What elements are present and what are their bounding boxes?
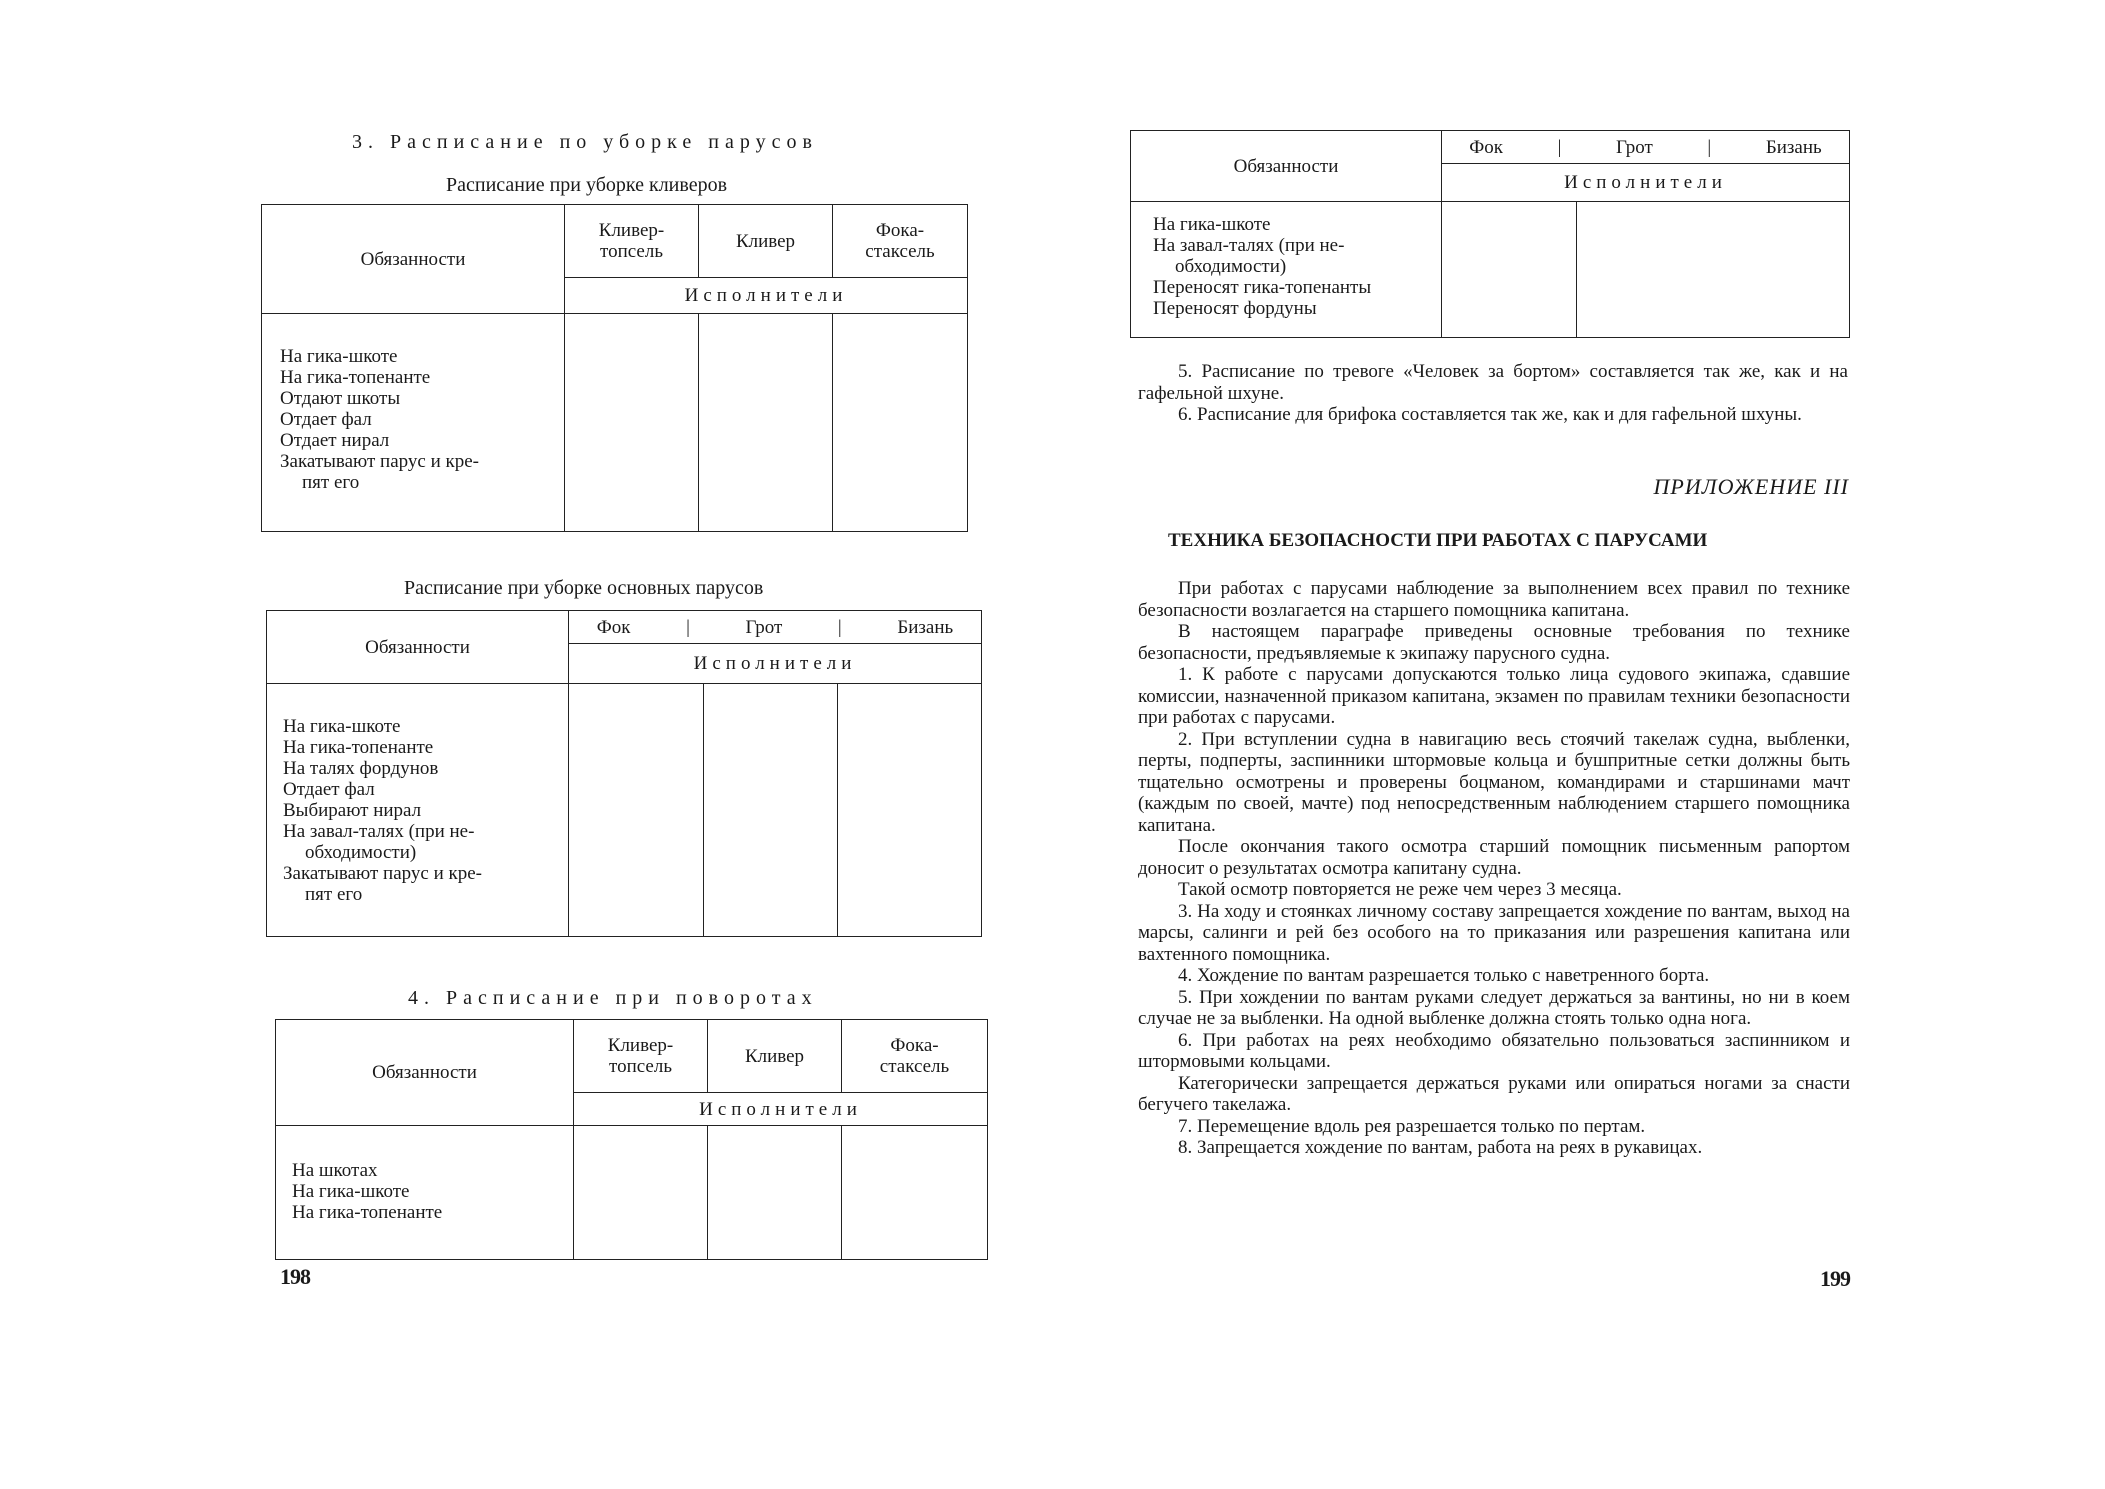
- table-main-sails-furling-schedule: [266, 610, 982, 937]
- duties-cell: [262, 314, 565, 532]
- column-header-row: Фок | Грот | Бизань: [1442, 131, 1850, 164]
- duty-item: Отдает фал: [283, 779, 375, 800]
- duty-item: На гика-топенанте: [280, 367, 431, 388]
- paragraph: 8. Запрещается хождение по вантам, работа на реях в рукавицах.: [1178, 1137, 1703, 1158]
- duties-header: Обязанности: [262, 205, 565, 314]
- duty-item: Выбирают нирал: [283, 800, 422, 821]
- column-header: Грот: [1616, 136, 1653, 158]
- duty-item: Закатывают парус и кре-: [280, 451, 479, 472]
- appendix-body: [1138, 578, 1850, 1159]
- paragraph: Категорически запрещается держаться руками или опираться ногами за снасти бегучего такелажа.: [1138, 1072, 1850, 1115]
- duty-item: обходимости): [1175, 256, 1287, 277]
- duty-item: На талях фордунов: [283, 758, 439, 779]
- duty-item: На шкотах: [292, 1160, 378, 1181]
- performer-cell: [574, 1126, 708, 1260]
- appendix-title: ТЕХНИКА БЕЗОПАСНОСТИ ПРИ РАБОТАХ С ПАРУСАМИ: [1168, 530, 1708, 551]
- paragraph: После окончания такого осмотра старший помощник письменным рапортом доносит о результатах осмотра капитану судна.: [1138, 836, 1850, 879]
- duty-list: [292, 1160, 565, 1223]
- page-number: 198: [280, 1264, 310, 1289]
- duty-item: Переносят гика-топенанты: [1153, 277, 1372, 298]
- column-header: [842, 1020, 988, 1093]
- column-header-line: Фока-: [875, 220, 925, 241]
- duty-item: Отдает фал: [280, 409, 372, 430]
- section-3-heading: 3. Расписание по уборке парусов: [352, 131, 818, 153]
- duty-list: [1153, 214, 1433, 319]
- performer-cell: [569, 684, 704, 937]
- duties-header: Обязанности: [276, 1020, 574, 1126]
- duty-list: [283, 716, 560, 905]
- duties-header: Обязанности: [267, 611, 569, 684]
- duty-item: На гика-топенанте: [283, 737, 434, 758]
- left-page: [0, 0, 1052, 1489]
- duty-item: пят его: [302, 472, 360, 493]
- paragraphs-top: [1138, 361, 1848, 426]
- duties-header: Обязанности: [1131, 131, 1442, 202]
- column-header: Грот: [745, 616, 783, 638]
- paragraph: 5. При хождении по вантам руками следует держаться за вантины, но ни в коем случае не за выбленки. На одной выбленке должна стоять только одна нога.: [1138, 986, 1850, 1029]
- page-number: 199: [1820, 1266, 1850, 1291]
- duty-item: На завал-талях (при не-: [283, 821, 475, 842]
- duty-item: На гика-шкоте: [280, 346, 398, 367]
- table-continued-schedule: [1130, 130, 1850, 338]
- performer-cell: [842, 1126, 988, 1260]
- duty-item: обходимости): [305, 842, 417, 863]
- column-header-line: топсель: [600, 241, 663, 262]
- duties-cell: [276, 1126, 574, 1260]
- appendix-label: ПРИЛОЖЕНИЕ III: [1653, 474, 1849, 499]
- paragraph: 5. Расписание по тревоге «Человек за бортом» составляется так же, как и на гафельной шхуне.: [1138, 361, 1848, 404]
- paragraph: 1. К работе с парусами допускаются только лица судового экипажа, сдавшие комиссии, назначенной приказом капитана, экзамен по правилам техники безопасности при работах с парусами.: [1138, 664, 1850, 728]
- performer-cell: [708, 1126, 842, 1260]
- performers-label: Исполнители: [574, 1093, 988, 1126]
- performer-cell: [704, 684, 838, 937]
- column-header-row: Фок | Грот | Бизань: [569, 611, 982, 644]
- paragraph: 7. Перемещение вдоль рея разрешается только по пертам.: [1178, 1115, 1646, 1137]
- paragraph: 6. При работах на реях необходимо обязательно пользоваться заспинником и штормовыми кольцами.: [1138, 1029, 1850, 1072]
- column-header-line: Фока-: [890, 1035, 939, 1056]
- paragraph: В настоящем параграфе приведены основные требования по технике безопасности, предъявляемые к экипажу парусного судна.: [1138, 621, 1850, 664]
- column-header-line: Кливер: [735, 230, 796, 252]
- performer-cell: [699, 314, 833, 532]
- performers-label: Исполнители: [1442, 164, 1850, 202]
- performer-cell: [1442, 202, 1577, 338]
- paragraph: 3. На ходу и стоянках личному составу запрещается хождение по вантам, выход на марсы, салинги и рей без особого на то приказания или разрешения капитана или вахтенного помощника.: [1138, 900, 1850, 965]
- table-jib-furling-schedule: [261, 204, 968, 532]
- column-header: [565, 205, 699, 278]
- duty-item: Закатывают парус и кре-: [283, 863, 482, 884]
- column-header-line: топсель: [609, 1056, 672, 1077]
- duty-item: пят его: [305, 884, 363, 905]
- column-header: [833, 205, 968, 278]
- column-header-line: Кливер-: [607, 1035, 674, 1056]
- column-header: Бизань: [897, 616, 954, 638]
- paragraph: 4. Хождение по вантам разрешается только с наветренного борта.: [1178, 965, 1710, 986]
- duty-item: На гика-шкоте: [283, 716, 401, 737]
- column-header: [708, 1020, 842, 1093]
- paragraph: 2. При вступлении судна в навигацию весь стоячий такелаж судна, выбленки, перты, подперты, заспинники штормовые кольца и бушпритные сетки должны быть тщательно осмотрены и проверены боцманом, командирами и старшинами мачт (каждым по своей, мачте) под непосредственным наблюдением старшего помощника капитана.: [1138, 728, 1850, 836]
- column-header: Фок: [1469, 136, 1504, 158]
- paragraph: 6. Расписание для брифока составляется так же, как и для гафельной шхуны.: [1178, 404, 1802, 425]
- duties-cell: [267, 684, 569, 937]
- table-tacking-schedule: [275, 1019, 988, 1260]
- column-header-line: стаксель: [879, 1056, 950, 1077]
- duty-item: На гика-шкоте: [292, 1181, 410, 1202]
- column-header-line: стаксель: [865, 241, 935, 262]
- table1-caption: Расписание при уборке кливеров: [446, 174, 728, 196]
- duty-list: [280, 346, 556, 493]
- duty-item: На гика-топенанте: [292, 1202, 443, 1223]
- duty-item: На гика-шкоте: [1153, 214, 1271, 235]
- performers-label: Исполнители: [565, 278, 968, 314]
- paragraph: Такой осмотр повторяется не реже чем через 3 месяца.: [1178, 879, 1622, 900]
- column-header: Фок: [596, 616, 631, 638]
- duty-item: Переносят фордуны: [1153, 298, 1317, 319]
- duties-cell: [1131, 202, 1442, 338]
- right-page: [1052, 0, 2105, 1489]
- performers-label: Исполнители: [569, 644, 982, 684]
- performer-cell: [838, 684, 982, 937]
- performer-cell: [565, 314, 699, 532]
- column-header-line: Кливер: [744, 1045, 805, 1067]
- duty-item: Отдают шкоты: [280, 388, 401, 409]
- duty-item: Отдает нирал: [280, 430, 390, 451]
- column-header: [574, 1020, 708, 1093]
- column-header: [699, 205, 833, 278]
- performer-cell: [1577, 202, 1850, 338]
- table2-caption: Расписание при уборке основных парусов: [404, 577, 764, 599]
- column-header-line: Кливер-: [598, 220, 665, 241]
- column-header: Бизань: [1765, 136, 1822, 158]
- duty-item: На завал-талях (при не-: [1153, 235, 1345, 256]
- paragraph: При работах с парусами наблюдение за выполнением всех правил по технике безопасности возлагается на старшего помощника капитана.: [1138, 578, 1850, 621]
- section-4-heading: 4. Расписание при поворотах: [408, 987, 818, 1009]
- performer-cell: [833, 314, 968, 532]
